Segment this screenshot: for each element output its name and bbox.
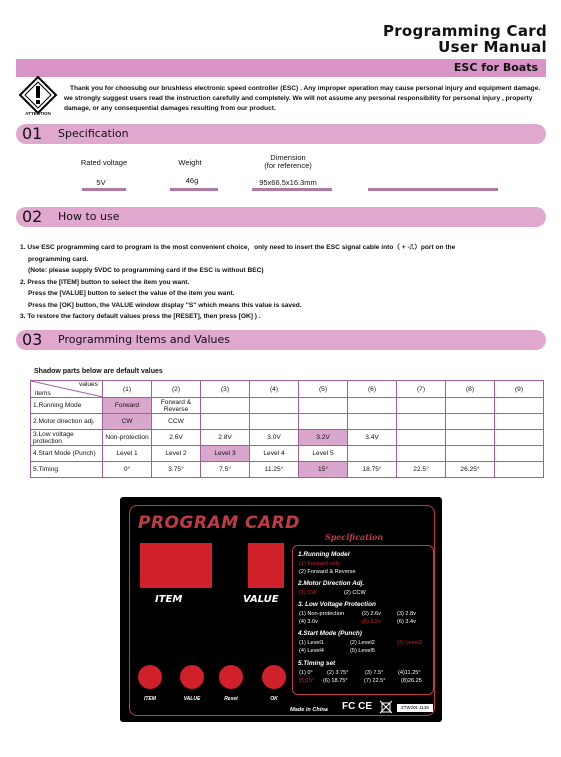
table-cell: Level 2 — [152, 446, 201, 462]
corner-items: items — [35, 390, 51, 397]
table-cell: Forward & Reverse — [152, 398, 201, 414]
howto-text — [20, 242, 545, 323]
value-display-label: VALUE — [243, 594, 279, 605]
table-cell: 26.25° — [446, 462, 495, 478]
section-programming-header — [16, 330, 546, 350]
table-cell: Forward — [103, 398, 152, 414]
table-cell: 22.5° — [397, 462, 446, 478]
column-header: (8) — [446, 381, 495, 398]
card-p4e: (5) Level5 — [350, 648, 375, 654]
card-p2b: (2) CCW — [344, 590, 366, 596]
table-cell: CCW — [152, 414, 201, 430]
table-cell — [495, 414, 544, 430]
table-header-row — [31, 381, 544, 398]
table-cell — [446, 414, 495, 430]
table-cell: CW — [103, 414, 152, 430]
card-p4b: (2) Level2 — [350, 640, 375, 646]
card-p3b: (2) 2.6v — [362, 611, 381, 617]
table-cell — [397, 446, 446, 462]
table-cell — [201, 398, 250, 414]
section-specification-header — [16, 124, 546, 144]
rated-voltage-label: Rated voltage — [80, 158, 128, 167]
howto-step3: 3. To restore the factory default values press the [RESET], then press [OK] ) . — [20, 313, 261, 320]
table-cell — [397, 398, 446, 414]
table-cell — [446, 446, 495, 462]
card-p5d: (4)11.25° — [398, 670, 421, 676]
card-p3a: (1) Non-protection — [299, 611, 345, 617]
table-cell — [348, 446, 397, 462]
column-header: (2) — [152, 381, 201, 398]
card-p5f: (6) 18.75° — [323, 678, 348, 684]
table-body — [31, 398, 544, 478]
reset-button — [219, 665, 243, 689]
header-band — [16, 59, 546, 77]
section-number: 02 — [22, 207, 43, 226]
card-h1: 1.Running Model — [298, 551, 350, 558]
table-cell: Level 1 — [103, 446, 152, 462]
card-p3d: (4) 3.0v — [299, 619, 318, 625]
title-line1: Programming Card — [382, 22, 547, 40]
card-p4c: (3) Level3 — [397, 640, 422, 646]
recycle-bin-icon — [379, 700, 393, 714]
card-p3c: (3) 2.8v — [397, 611, 416, 617]
card-p4d: (4) Level4 — [299, 648, 324, 654]
table-cell: Level 3 — [201, 446, 250, 462]
table-cell — [250, 414, 299, 430]
card-spec-title: Specification — [325, 532, 384, 542]
card-p1a: (1) Forward only — [299, 561, 340, 567]
band-label: ESC for Boats — [453, 61, 538, 74]
default-values-note: Shadow parts below are default values — [34, 368, 163, 375]
card-p5a: (1) 0° — [299, 670, 313, 676]
table-cell: 3.4V — [348, 430, 397, 446]
table-cell — [299, 414, 348, 430]
table-cell: 11.25° — [250, 462, 299, 478]
rated-underline — [82, 188, 126, 191]
card-p5h: (8)26.25 — [401, 678, 422, 684]
table-cell: 3.0V — [250, 430, 299, 446]
value-button — [180, 665, 204, 689]
warning-label: ATTENTION — [25, 111, 51, 116]
table-cell: Level 4 — [250, 446, 299, 462]
table-row-item: 3.Low voltage protection — [31, 430, 103, 446]
table-cell: Level 5 — [299, 446, 348, 462]
table-row-item: 4.Start Mode (Punch) — [31, 446, 103, 462]
card-h2: 2.Motor Direction Adj. — [298, 580, 365, 587]
column-header: (5) — [299, 381, 348, 398]
item-button — [138, 665, 162, 689]
howto-step2: 2. Press the [ITEM] button to select the item you want. — [20, 278, 190, 286]
section-label: Programming Items and Values — [58, 333, 231, 346]
table-cell — [397, 414, 446, 430]
table-row-item: 5.Timing — [31, 462, 103, 478]
card-h3: 3. Low Voltage Protection — [298, 601, 376, 608]
table-cell — [495, 446, 544, 462]
item-display — [140, 543, 212, 588]
card-p3f: (6) 3.4v — [397, 619, 416, 625]
item-button-label: ITEM — [144, 696, 156, 702]
table-cell — [495, 430, 544, 446]
card-p1b: (2) Forward & Reverse — [299, 569, 356, 575]
howto-note: (Note: please supply 5VDC to programming card if the ESC is without BEC) — [28, 267, 264, 274]
table-cell — [446, 398, 495, 414]
weight-label: Weight — [178, 158, 202, 167]
table-cell — [397, 430, 446, 446]
dimension-underline — [252, 188, 332, 191]
value-button-label: VALUE — [183, 696, 201, 702]
barcode-label: ZTW201-1139 — [397, 704, 433, 712]
item-display-label: ITEM — [155, 594, 183, 605]
card-h4: 4.Start Mode (Punch) — [298, 630, 362, 637]
table-cell: 2.6V — [152, 430, 201, 446]
title-line2: User Manual — [438, 38, 547, 56]
warning-icon — [18, 75, 58, 119]
table-row-item: 1.Running Mode — [31, 398, 103, 414]
weight-underline — [170, 188, 218, 191]
certification-marks: FC CE — [342, 701, 372, 712]
table-cell: 0° — [103, 462, 152, 478]
dimension-value: 95x66.5x16.3mm — [259, 178, 317, 187]
made-in-china: Made in China — [290, 707, 328, 713]
column-header: (9) — [495, 381, 544, 398]
table-cell — [348, 398, 397, 414]
corner-values: values — [78, 381, 98, 388]
table-cell: 3.75° — [152, 462, 201, 478]
table-cell: 2.8V — [201, 430, 250, 446]
howto-step2c: Press the [OK] button, the VALUE window display "S" which means this value is saved. — [28, 301, 302, 309]
table-row — [31, 398, 544, 414]
section-number: 03 — [22, 330, 43, 349]
section-label: Specification — [58, 127, 129, 140]
howto-step2b: Press the [VALUE] button to select the value of the item you want. — [28, 290, 235, 297]
table-cell: 7.5° — [201, 462, 250, 478]
table-row — [31, 446, 544, 462]
table-cell — [495, 398, 544, 414]
card-h5: 5.Timing set — [298, 660, 336, 667]
section-howto-header — [16, 207, 546, 227]
reset-button-label: Reset — [224, 696, 238, 702]
dimension-sublabel: (for reference) — [264, 161, 312, 170]
table-cell — [299, 398, 348, 414]
card-p5e: (5)15° — [299, 678, 315, 684]
table-row-item: 2.Motor direction adj. — [31, 414, 103, 430]
table-cell: Non-protection — [103, 430, 152, 446]
card-p2a: (1) CW — [299, 590, 317, 596]
ok-button — [262, 665, 286, 689]
column-header: (6) — [348, 381, 397, 398]
howto-step1: 1. Use ESC programming card to program is the most convenient choice，only need to insert the ESC signal cable into（ + -⎍）port on the — [20, 244, 456, 251]
column-header: (3) — [201, 381, 250, 398]
table-row — [31, 462, 544, 478]
card-p5c: (3) 7.5° — [365, 670, 384, 676]
column-header: (7) — [397, 381, 446, 398]
column-header: (1) — [103, 381, 152, 398]
table-corner — [31, 381, 103, 398]
weight-value: 46g — [185, 176, 199, 185]
table-cell — [446, 430, 495, 446]
table-row — [31, 430, 544, 446]
section-label: How to use — [58, 210, 120, 223]
table-cell — [348, 414, 397, 430]
blank-underline — [368, 188, 498, 191]
card-p5g: (7) 22.5° — [364, 678, 386, 684]
table-cell — [495, 462, 544, 478]
table-cell: 3.2V — [299, 430, 348, 446]
ok-button-label: OK — [270, 696, 278, 702]
table-cell — [250, 398, 299, 414]
programming-table — [30, 380, 544, 478]
howto-step1-cont: programming card. — [28, 255, 89, 263]
rated-voltage-value: 5V — [96, 178, 106, 187]
card-p5b: (2) 3.75° — [327, 670, 349, 676]
intro-text: Thank you for choosubg our brushless electronic speed controller (ESC) . Any improper operation may cause personal injury and equipment damage. we strongly suggest users read the instruction carefully and completely. We will not assume any personal responsibility for personal injury , property damage, or any consequential damages resulting from our product. — [64, 85, 541, 112]
table-cell — [201, 414, 250, 430]
table-row — [31, 414, 544, 430]
dimension-label: Dimension — [270, 153, 306, 162]
column-header: (4) — [250, 381, 299, 398]
card-p4a: (1) Level1 — [299, 640, 324, 646]
card-p3e: (5) 3.2v — [362, 619, 381, 625]
table-cell: 18.75° — [348, 462, 397, 478]
card-title: PROGRAM CARD — [138, 513, 300, 533]
value-display — [248, 543, 284, 588]
table-cell: 15° — [299, 462, 348, 478]
section-number: 01 — [22, 124, 43, 143]
